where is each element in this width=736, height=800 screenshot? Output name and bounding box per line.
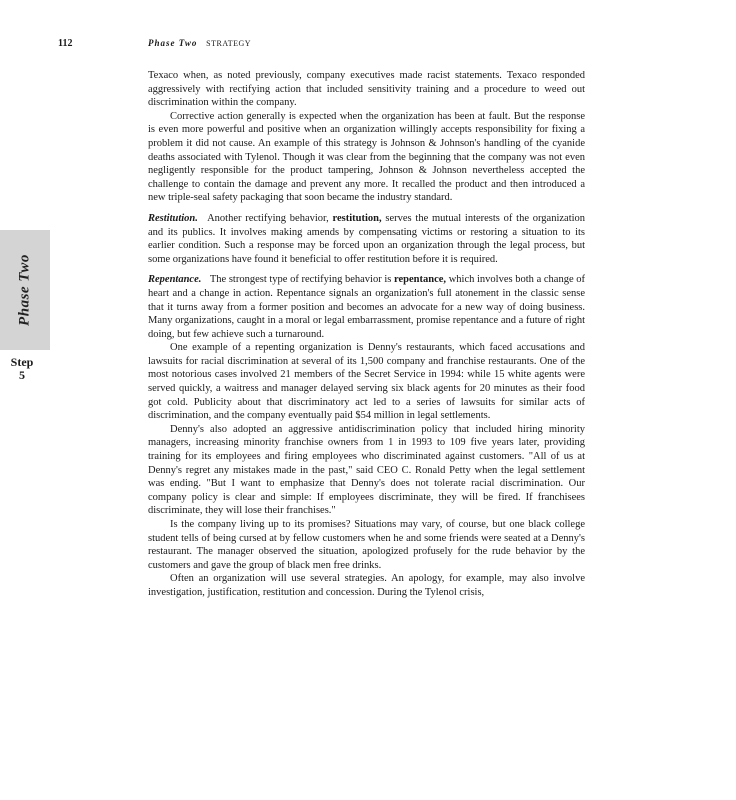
repentance-paragraph bbox=[148, 273, 585, 341]
paragraph: Corrective action generally is expected when the organization has been at fault. But the response is even more powerful and positive when an organization willingly accepts responsibility for fixing a problem it did not cause. An example of this strategy is Johnson & Johnson's handling of the cyanide deaths associated with Tylenol. Though it was clear from the beginning that the company was not even negligently responsible for the product tampering, Johnson & Johnson nevertheless accepted the challenge to contain the damage and prevent any more. It recalled the product and then introduced a new triple-seal safety packaging that soon became the industry standard. bbox=[148, 110, 585, 204]
running-head-phase: Phase Two bbox=[148, 38, 198, 48]
phase-side-tab-label: Phase Two bbox=[16, 254, 33, 326]
restitution-lead: Another rectifying behavior, bbox=[207, 212, 329, 224]
repentance-heading: Repentance. bbox=[148, 274, 202, 286]
running-head bbox=[148, 38, 251, 48]
page-number: 112 bbox=[58, 38, 73, 49]
repentance-term: repentance, bbox=[394, 274, 447, 286]
restitution-heading: Restitution. bbox=[148, 212, 198, 224]
restitution-term: restitution, bbox=[332, 212, 382, 224]
step-number: 5 bbox=[19, 368, 25, 382]
step-word: Step bbox=[10, 355, 34, 369]
step-indicator bbox=[0, 356, 44, 382]
paragraph: Often an organization will use several strategies. An apology, for example, may also involve investigation, justification, restitution and concession. During the Tylenol crisis, bbox=[148, 573, 585, 598]
repentance-text: which involves both a change of heart and a change in action. Repentance signals an organization's full atonement in the classic sense that it turns away from a former position and becomes an advocate for a new way of doing business. Many organizations, caught in a moral or legal embarrassment, promise repentance and a future of right doing, but few achieve such a turnaround. bbox=[148, 274, 586, 340]
phase-side-tab bbox=[0, 230, 50, 350]
paragraph: One example of a repenting organization is Denny's restaurants, which faced accusations and lawsuits for racial discrimination at several of its 1,500 company and franchise restaurants. One of the most notorious cases involved 21 members of the Secret Service in 1994: while 15 white agents were served quickly, a waitress and manager delayed serving six black agents for 20 minutes as their food got cold. Publicity about that discriminatory act led to a series of lawsuits for similar acts of discrimination, and the company eventually paid $54 million in legal settlements. bbox=[148, 342, 585, 422]
repentance-lead: The strongest type of rectifying behavior is bbox=[209, 274, 392, 286]
body-text bbox=[148, 69, 585, 600]
running-head-section: STRATEGY bbox=[206, 39, 252, 48]
paragraph: Texaco when, as noted previously, company executives made racist statements. Texaco responded aggressively with rectifying action that included sensitivity training and a procedure to weed out discrimination within the company. bbox=[148, 70, 585, 109]
paragraph: Denny's also adopted an aggressive antidiscrimination policy that included hiring minority managers, increasing minority franchise owners from 1 in 1993 to 109 five years later, providing training for its employees and firing employees who discriminated against customers. "All of us at Denny's regret any mistakes made in the past," said CEO C. Ronald Petty when the legal settlement was ending. "But I want to emphasize that Denny's does not tolerate racial discrimination. Our company policy is clear and simple: If employees discriminate, they will be fired. If franchisees discriminate, they will lose their franchises." bbox=[148, 423, 585, 517]
paragraph: Is the company living up to its promises? Situations may vary, of course, but one black college student tells of being cursed at by fellow customers when he and some friends were seated at a Denny's restaurant. The manager observed the situation, apologized profusely for the rude behavior by the customers and gave the group of black men free drinks. bbox=[148, 519, 585, 571]
restitution-text: serves the mutual interests of the organization and its publics. It involves making amends by compensating victims or restoring a situation to its earlier condition. Such a response may be forced upon an organization through the legal process, but some organizations have found it beneficial to offer restitution before it is required. bbox=[148, 212, 586, 265]
restitution-paragraph bbox=[148, 212, 585, 266]
